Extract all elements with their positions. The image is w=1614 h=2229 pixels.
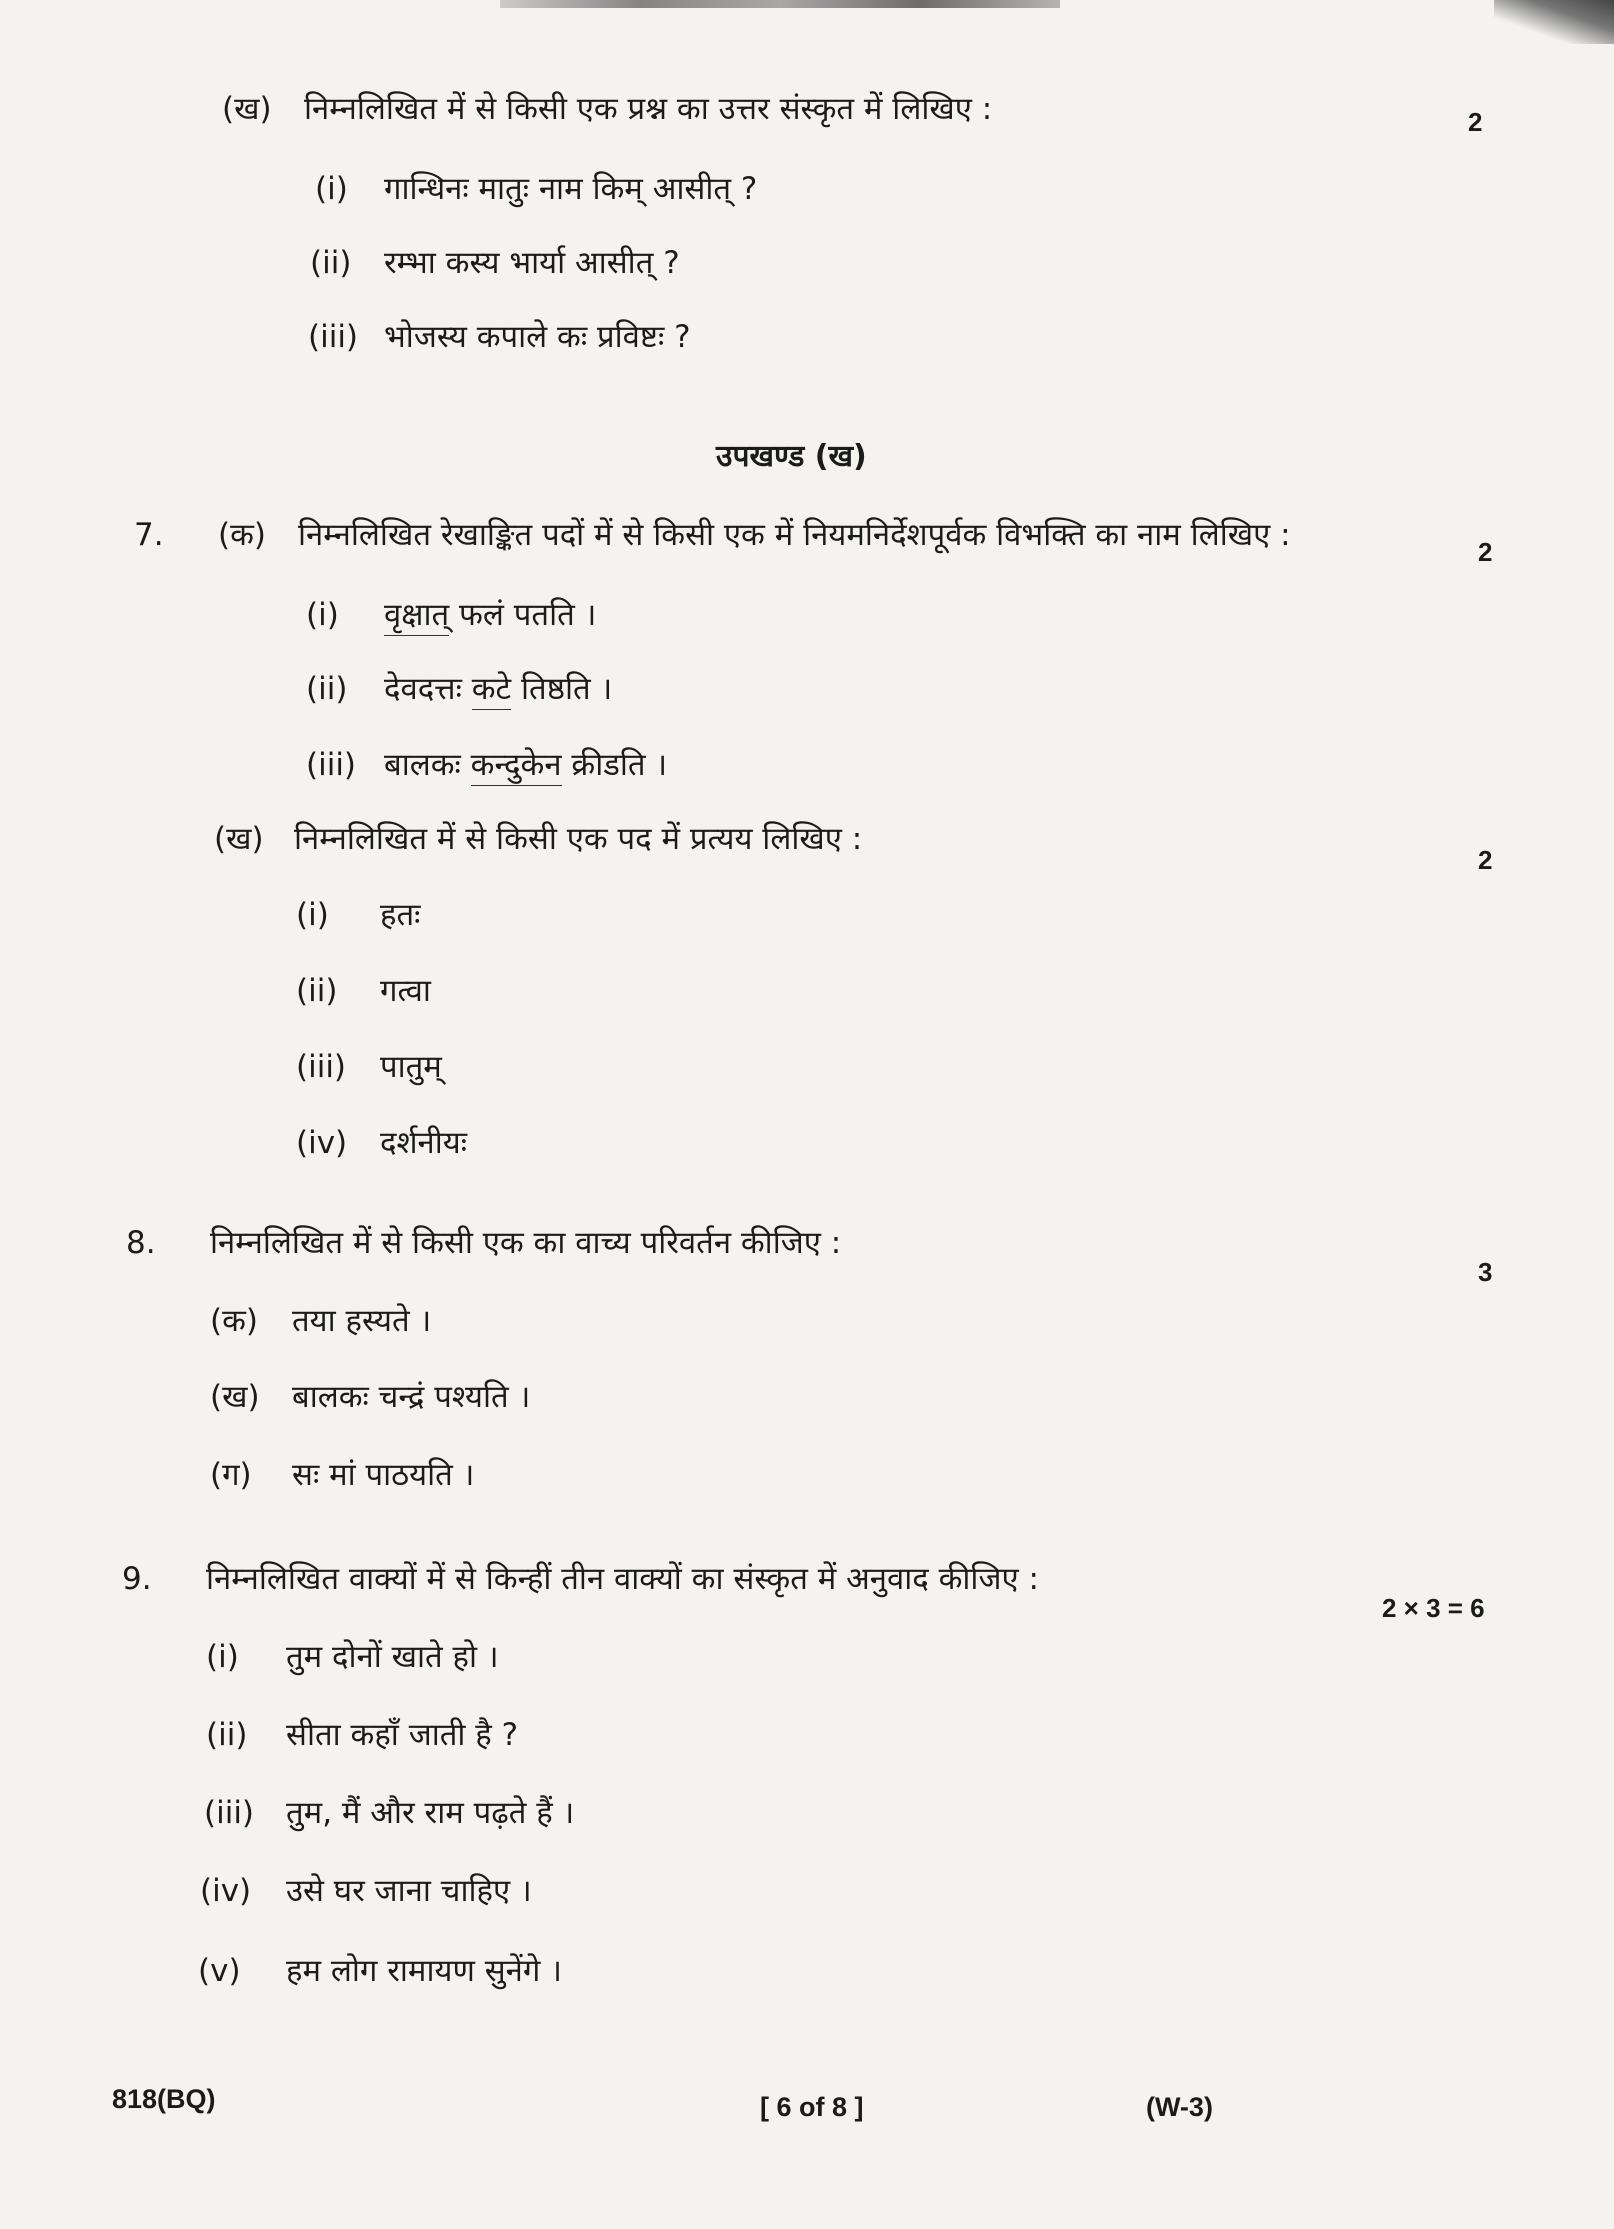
q6kh-item-num: (iii)	[308, 319, 359, 355]
q7kh-text: निम्नलिखित में से किसी एक पद में प्रत्यय लिखिए :	[294, 821, 863, 857]
q7kh-item-text: हतः	[380, 897, 421, 933]
paper-code: 818(BQ)	[112, 2084, 216, 2114]
q9-item-text: हम लोग रामायण सुनेंगे ।	[286, 1953, 562, 1989]
q7-number: 7.	[134, 517, 164, 553]
q8-item-num: (ख)	[210, 1379, 260, 1415]
q6kh-item-num: (i)	[315, 171, 348, 207]
q7kh-marks: 2	[1478, 845, 1493, 875]
scan-artifact-top	[500, 0, 1060, 8]
series-code: (W-3)	[1146, 2092, 1213, 2122]
q9-item-num: (iii)	[204, 1795, 255, 1831]
q7ka-marks: 2	[1478, 537, 1493, 567]
q7kh-item-text: दर्शनीयः	[380, 1125, 468, 1161]
q7kh-item-num: (iv)	[296, 1125, 348, 1161]
q7kh-label: (ख)	[214, 821, 264, 857]
q7ka-item-num: (i)	[306, 597, 339, 633]
q7ka-item-num: (ii)	[306, 671, 348, 707]
q8-text: निम्नलिखित में से किसी एक का वाच्य परिवर्तन कीजिए :	[210, 1225, 842, 1261]
q9-item-num: (ii)	[206, 1717, 248, 1753]
page-number: [ 6 of 8 ]	[760, 2092, 864, 2122]
q7kh-item-text: पातुम्	[380, 1049, 442, 1085]
q9-item-num: (i)	[206, 1639, 239, 1675]
q7kh-item-num: (iii)	[296, 1049, 347, 1085]
underlined-word: वृक्षात्	[384, 597, 449, 636]
q8-item-num: (क)	[210, 1303, 258, 1339]
q7ka-item-text: बालकः कन्दुकेन क्रीडति ।	[384, 748, 667, 784]
q7ka-item-text: देवदत्तः कटे तिष्ठति ।	[384, 672, 612, 708]
q9-item-num: (iv)	[200, 1873, 252, 1909]
q7ka-item-text: वृक्षात् फलं पतति ।	[384, 598, 596, 634]
q6kh-item-num: (ii)	[310, 245, 352, 281]
q6kh-label: (ख)	[222, 91, 272, 127]
q6kh-item-text: भोजस्य कपाले कः प्रविष्टः ?	[384, 319, 691, 355]
q8-marks: 3	[1478, 1257, 1493, 1287]
q9-marks: 2 × 3 = 6	[1382, 1593, 1485, 1623]
q9-item-text: सीता कहाँ जाती है ?	[286, 1717, 519, 1753]
q7ka-label: (क)	[218, 517, 266, 553]
q9-item-text: तुम दोनों खाते हो ।	[286, 1639, 499, 1675]
q9-item-text: उसे घर जाना चाहिए ।	[286, 1873, 532, 1909]
section-heading: उपखण्ड (ख)	[716, 439, 867, 474]
q8-item-text: सः मां पाठयति ।	[292, 1457, 475, 1493]
q8-item-num: (ग)	[210, 1457, 252, 1493]
q8-number: 8.	[126, 1225, 156, 1261]
q8-item-text: बालकः चन्द्रं पश्यति ।	[292, 1379, 531, 1415]
q6kh-text: निम्नलिखित में से किसी एक प्रश्न का उत्तर संस्कृत में लिखिए :	[304, 91, 993, 127]
scan-artifact-corner	[1494, 0, 1614, 44]
q9-item-text: तुम, मैं और राम पढ़ते हैं ।	[286, 1795, 575, 1831]
q7kh-item-text: गत्वा	[380, 973, 431, 1009]
underlined-word: कटे	[472, 671, 511, 710]
q6kh-item-text: रम्भा कस्य भार्या आसीत् ?	[384, 245, 680, 281]
q8-item-text: तया हस्यते ।	[292, 1303, 432, 1339]
q6kh-item-text: गान्धिनः मातुः नाम किम् आसीत् ?	[384, 171, 758, 207]
q9-number: 9.	[122, 1561, 152, 1597]
q7kh-item-num: (i)	[296, 897, 329, 933]
q6kh-marks: 2	[1468, 107, 1483, 137]
q7ka-item-num: (iii)	[306, 747, 357, 783]
underlined-word: कन्दुकेन	[471, 747, 562, 786]
q9-text: निम्नलिखित वाक्यों में से किन्हीं तीन वाक्यों का संस्कृत में अनुवाद कीजिए :	[206, 1561, 1039, 1597]
q7kh-item-num: (ii)	[296, 973, 338, 1009]
q7ka-text: निम्नलिखित रेखाङ्कित पदों में से किसी एक में नियमनिर्देशपूर्वक विभक्ति का नाम लिखिए :	[298, 517, 1291, 553]
q9-item-num: (v)	[198, 1953, 241, 1989]
